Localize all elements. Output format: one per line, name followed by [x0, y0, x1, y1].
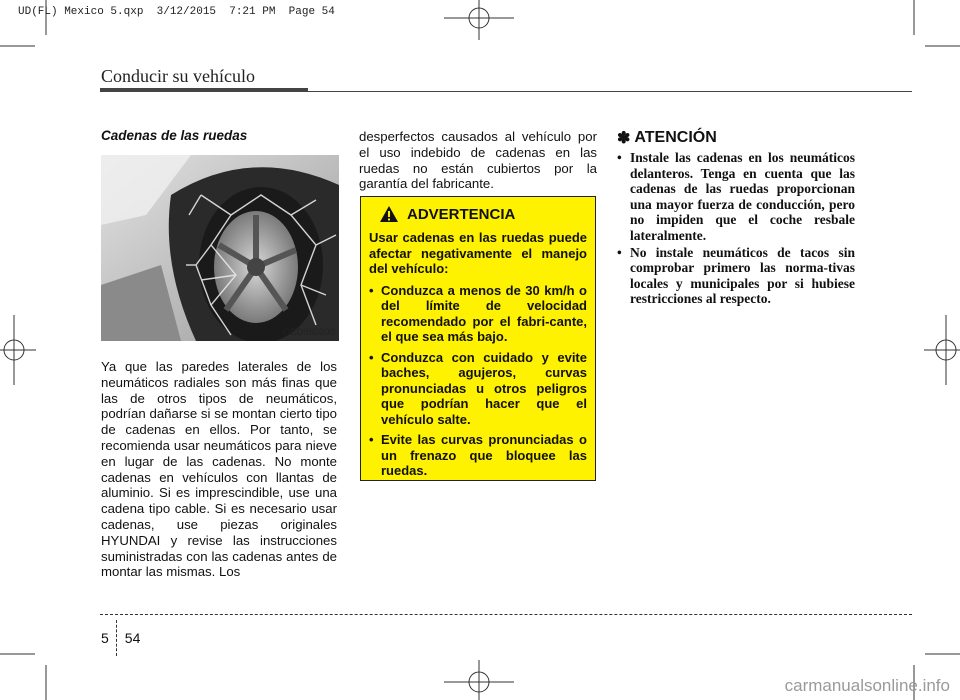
- warning-list: [369, 283, 587, 479]
- warning-triangle-icon: [379, 205, 399, 223]
- attention-heading: [617, 128, 717, 148]
- header-rule: [100, 91, 912, 92]
- crosshair-top-icon: [444, 0, 514, 40]
- warning-item: • Conduzca a menos de 30 km/h o del límite de velocidad recomendado por el fabri-cante, el que sea más bajo.: [369, 283, 587, 345]
- crosshair-left-icon: [0, 315, 36, 385]
- subsection-heading: Cadenas de las ruedas: [101, 128, 248, 143]
- warning-intro: Usar cadenas en las ruedas puede afectar negativamente el manejo del vehículo:: [369, 230, 587, 276]
- watermark: carmanualsonline.info: [784, 676, 950, 695]
- page-number: [101, 620, 140, 656]
- attention-title: ATENCIÓN: [634, 129, 717, 146]
- page-number-value: 54: [124, 630, 141, 646]
- section-title: Conducir su vehículo: [101, 66, 255, 86]
- attention-list: [617, 150, 855, 308]
- attention-item: • Instale las cadenas en los neumáticos delanteros. Tenga en cuenta que las cadenas de las ruedas proporcionan una mayor fuerza de conducción, pero no impiden que el coche resbale lateralmente.: [617, 150, 855, 244]
- tire-chain-photo: [101, 155, 339, 341]
- warning-title: ADVERTENCIA: [407, 205, 516, 223]
- warning-box: [360, 196, 596, 481]
- page-number-separator: [116, 620, 118, 656]
- footer-rule: [100, 614, 912, 615]
- tire-chain-illustration: [101, 155, 339, 341]
- chapter-number: 5: [101, 630, 109, 646]
- warning-item: • Conduzca con cuidado y evite baches, agujeros, curvas pronunciadas u otros peligros que podrían hacer que el vehículo salte.: [369, 350, 587, 428]
- body-text-column-1: Ya que las paredes laterales de los neumáticos radiales son más finas que las de otros tipos de neumáticos, podrían dañarse si se montan cierto tipo de cadenas en ellos. Por tanto, se recomienda usar neumáticos para nieve en lugar de las cadenas. No monte cadenas en vehículos con llantas de aluminio. Si es imprescindible, use una cadena tipo cable. Si es necesario usar cadenas, use piezas originales HYUNDAI y revise las instrucciones suministradas con las cadenas antes de montar las mismas. Los: [101, 359, 337, 580]
- attention-item: • No instale neumáticos de tacos sin comprobar primero las norma-tivas locales y municipales por si hubiese restricciones al respecto.: [617, 245, 855, 307]
- warning-header: [379, 205, 587, 223]
- crosshair-right-icon: [924, 315, 960, 385]
- photo-code: OED050200: [282, 327, 335, 338]
- print-slug: UD(FL) Mexico 5.qxp 3/12/2015 7:21 PM Page 54: [18, 6, 335, 18]
- crosshair-bottom-icon: [444, 660, 514, 700]
- attention-asterisk-icon: ✽: [617, 130, 631, 147]
- body-text-column-2: desperfectos causados al vehículo por el uso indebido de cadenas en las ruedas no están cubiertos por la garantía del fabricante.: [359, 129, 597, 192]
- warning-item: • Evite las curvas pronunciadas o un frenazo que bloquee las ruedas.: [369, 432, 587, 479]
